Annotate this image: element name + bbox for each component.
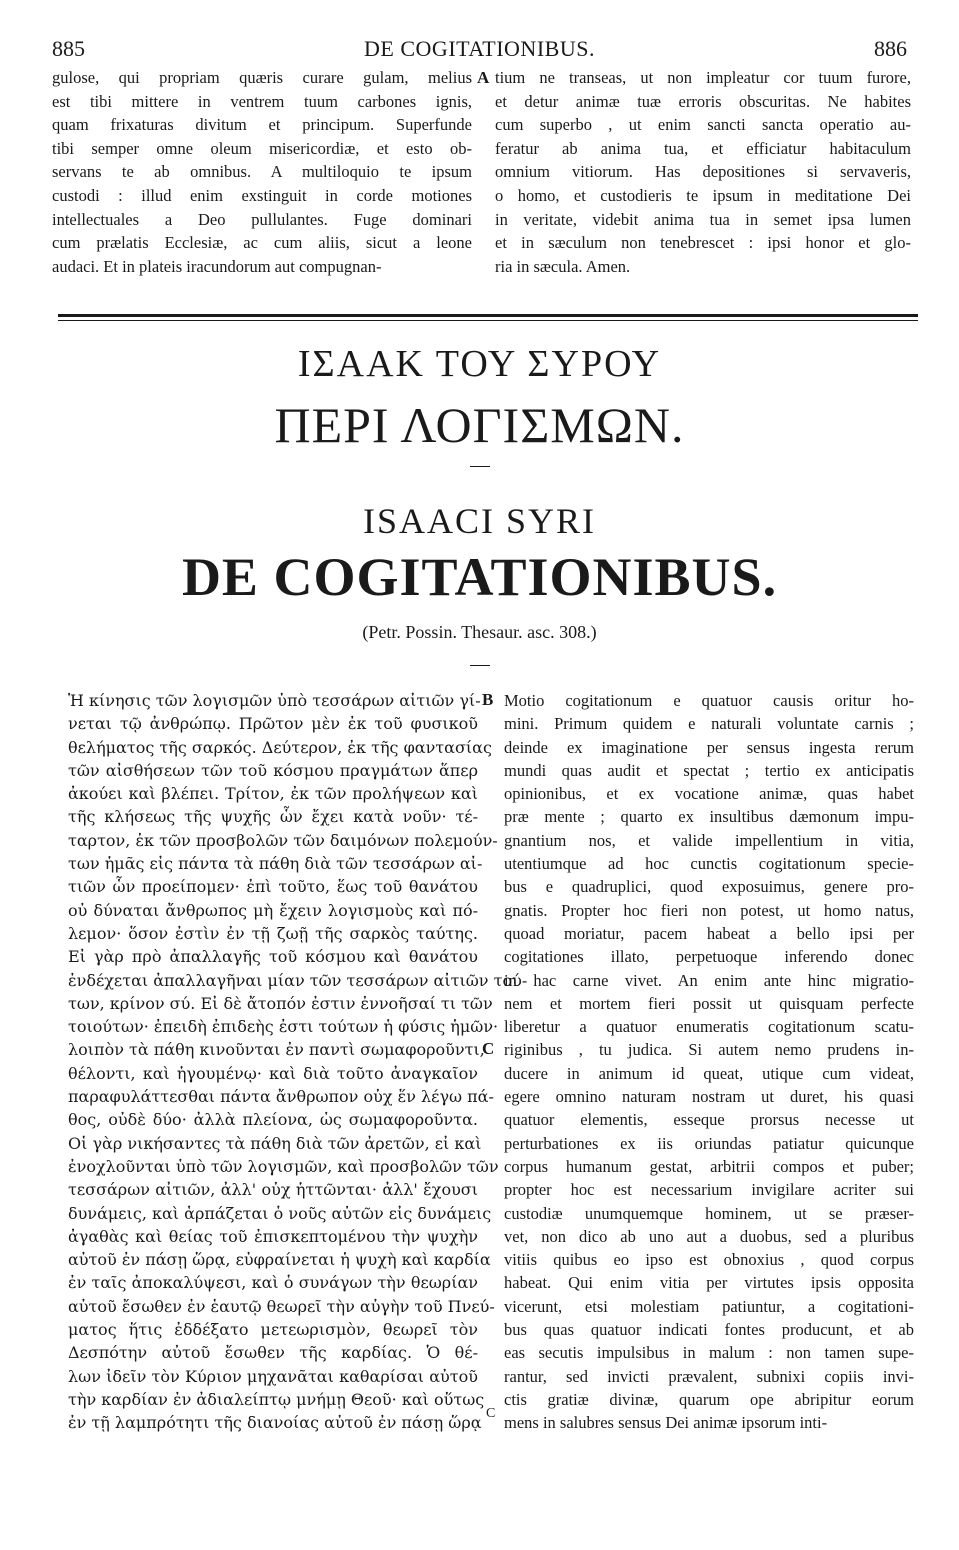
text-line: quam frixaturas divitum et principum. Superfunde <box>52 115 472 135</box>
greek-author-heading: ΙΣΑΑΚ ΤΟΥ ΣΥΡΟΥ <box>297 343 662 385</box>
text-line: rantur, sed invicti prævalent, subnixi copiis invi- <box>504 1366 914 1386</box>
text-line: omnium vitiorum. Has depositiones si servaveris, <box>495 162 911 182</box>
text-line: θέλοντι, καὶ ἡγουμένῳ· καὶ διὰ τοῦτο ἀναγκαῖον <box>68 1063 478 1083</box>
text-line: ἐνδέχεται ἀπαλλαγῆναι μίαν τῶν τεσσάρων αἰτιῶν τού- <box>68 970 528 990</box>
text-line: riginibus , tu judica. Si autem nemo prudens in- <box>504 1040 914 1060</box>
text-line: ταρτον, ἐκ τῶν προσβολῶν τῶν δαιμόνων πολεμούν- <box>68 830 498 850</box>
text-line: ducere in animum id queat, utique cum videat, <box>504 1063 914 1083</box>
text-line: παραφυλάττεσθαι πάντα ἄνθρωπον οὐχ ἕν λέγω πά- <box>68 1087 494 1107</box>
text-line: τιῶν ὧν προείπομεν· ἐπὶ τοῦτο, ἕως τοῦ θανάτου <box>68 877 478 897</box>
latin-author-heading: ISAACI SYRI <box>362 501 597 541</box>
text-line: λων ἰδεῖν τὸν Κύριον μηχανᾶται καθαρίσαι αὐτοῦ <box>68 1366 478 1386</box>
text-line: habeat. Qui enim vitia per virtutes ipsis opposita <box>504 1273 914 1293</box>
latin-title-heading: DE COGITATIONIBUS. <box>181 547 778 607</box>
page-number-right: 886 <box>874 36 907 61</box>
text-line: ἐνοχλοῦνται ὑπὸ τῶν λογισμῶν, καὶ προσβολῶν τῶν <box>68 1156 499 1176</box>
text-line: nem et mortem fieri possit ut quisquam perfecte <box>504 993 914 1013</box>
text-line: custodiæ unumquemque hominem, ut se præser- <box>504 1203 914 1223</box>
text-line: quoad moriatur, pacem habeat a bello ipsi per <box>504 923 914 943</box>
text-line: ria in sæcula. Amen. <box>495 256 631 276</box>
text-line: ἐν ταῖς ἀποκαλύψεσι, καὶ ὁ συνάγων τὴν θεωρίαν <box>68 1273 478 1293</box>
text-line: Δεσπότην αὐτοῦ ἔσωθεν τῆς καρδίας. Ὁ θέ- <box>68 1343 478 1363</box>
top-right-column <box>495 66 911 278</box>
text-line: αὐτοῦ ἐν πάσῃ ὥρᾳ, εὐφραίνεται ἡ ψυχὴ καὶ καρδία <box>68 1250 491 1270</box>
divider-dash <box>470 665 490 666</box>
text-line: θελήματος τῆς σαρκός. Δεύτερον, ἐκ τῆς φαντασίας <box>68 737 492 757</box>
text-line: vicerunt, etsi molestiam patiuntur, a cogitationi- <box>504 1296 914 1316</box>
text-line: Motio cogitationum e quatuor causis oritur ho- <box>504 691 914 710</box>
text-line: λοιπὸν τὰ πάθη κινοῦνται ἐν παντὶ σωμαφοροῦντι, <box>68 1040 485 1060</box>
text-line: tibi semper omne oleum misericordiæ, et esto ob- <box>52 138 472 158</box>
source-citation: (Petr. Possin. Thesaur. asc. 308.) <box>362 622 597 642</box>
running-title: DE COGITATIONIBUS. <box>364 36 595 61</box>
text-line: est tibi mittere in ventrem tuum carbones ignis, <box>52 91 472 111</box>
text-line: gulose, qui propriam quæris curare gulam, melius <box>52 68 472 87</box>
text-line: ἀγαθὰς καὶ θείας τοῦ ἐπισκεπτομένου τὴν ψυχὴν <box>68 1226 478 1246</box>
text-line: perturbationes ex iis oriundas patiatur quicunque <box>504 1133 914 1153</box>
text-line: præ mente ; quarto ex insultibus dæmonum impu- <box>504 807 914 827</box>
text-line: οὐ δύναται ἄνθρωπος μὴ ἔχειν λογισμοὺς καὶ πό- <box>68 900 478 920</box>
text-line: λεμον· ὅσον ἐστὶν ἐν τῇ ζωῇ τῆς σαρκὸς ταύτης. <box>68 923 478 943</box>
text-line: eas secutis impulsibus in malum : non tamen supe- <box>504 1343 914 1363</box>
text-line: τοιούτων· ἐπειδὴ ἐπιδεὴς ἐστι τούτων ἡ φύσις ἡμῶν· <box>68 1017 499 1037</box>
text-line: τῶν αἰσθήσεων τῶν τοῦ κόσμου πραγμάτων ἅπερ <box>68 760 478 780</box>
page-number-left: 885 <box>52 36 85 61</box>
text-line: quatuor elementis, esseque prorsus necesse ut <box>504 1110 914 1130</box>
text-line: liberetur a quatuor enumeratis cogitationum scatu- <box>504 1017 914 1037</box>
text-line: ἀκούει καὶ βλέπει. Τρίτον, ἐκ τῶν προλήψεων καὶ <box>68 784 478 804</box>
text-line: vet, non dico ab uno aut a duobus, sed a pluribus <box>504 1226 914 1246</box>
text-line: cogitationes illato, perpetuoque inferendo donec <box>504 947 914 967</box>
text-line: τῆς κλήσεως τῆς ψυχῆς ὧν ἔχει κατὰ νοῦν· τέ- <box>68 807 478 827</box>
text-line: bus e quadruplici, quod exposuimus, genere pro- <box>504 877 914 897</box>
text-line: servans te ab omnibus. A multiloquio te ipsum <box>52 162 472 182</box>
text-line: audaci. Et in plateis iracundorum aut compugnan- <box>52 256 382 276</box>
text-line: δυνάμεις, καὶ ἁρπάζεται ὁ νοῦς αὐτῶν εἰς δυνάμεις <box>68 1203 492 1223</box>
greek-text-column <box>68 689 528 1435</box>
text-line: in veritate, videbit anima tua in semet ipsa lumen <box>495 209 911 229</box>
text-line: in hac carne vivet. An enim ante hinc migratio- <box>504 970 914 990</box>
text-line: Οἱ γὰρ νικήσαντες τὰ πάθη διὰ τῶν ἀρετῶν, εἰ καὶ <box>68 1133 482 1153</box>
text-line: θος, οὐδὲ δύο· ἀλλὰ πλείονα, ὡς σωμαφοροῦντα. <box>68 1110 478 1130</box>
text-line: mini. Primum quidem e naturali voluntate carnis ; <box>504 714 914 734</box>
text-line: gnatis. Propter hoc fieri non potest, ut homo natus, <box>504 900 914 920</box>
text-line: gnantium nos, et valide impellentium in vitia, <box>504 830 914 850</box>
text-line: o homo, et custodieris te ipsum in meditatione Dei <box>495 185 911 205</box>
text-line: custodi : illud enim exstinguit in corde motiones <box>52 185 472 205</box>
text-line: cum superbo , ut enim sancti sancta operatio au- <box>495 115 911 135</box>
text-line: τὴν καρδίαν ἐν ἀδιαλείπτῳ μνήμῃ Θεοῦ· καὶ οὕτως <box>68 1389 485 1409</box>
text-line: propter hoc est necessarium invigilare acriter sui <box>504 1180 914 1200</box>
text-line: egere omnino naturam nostram ut duret, his quasi <box>504 1087 914 1107</box>
greek-title-heading: ΠΕΡΙ ΛΟΓΙΣΜΩΝ. <box>274 397 685 453</box>
section-rule-thin <box>58 320 918 321</box>
text-line: αὐτοῦ ἔσωθεν ἐν ἑαυτῷ θεωρεῖ τὴν αὐγὴν τοῦ Πνεύ- <box>68 1296 495 1316</box>
text-line: vitiis quibus eo ipso est obnoxius , quod corpus <box>504 1250 914 1270</box>
text-line: Ἡ κίνησις τῶν λογισμῶν ὑπὸ τεσσάρων αἰτιῶν γί- <box>68 691 481 710</box>
running-header <box>52 36 907 64</box>
text-line: bus quas quatuor indicati fontes producunt, et ab <box>504 1320 914 1340</box>
text-line: opinionibus, et ex vocatione animæ, quas habet <box>504 784 914 804</box>
text-line: των, κρίνον σύ. Εἰ δὲ ἄτοπόν ἐστιν ἐννοῆσαί τι τῶν <box>68 993 493 1013</box>
text-line: mundi quas audit et spectat ; tertio ex anticipatis <box>504 760 914 780</box>
text-line: cum prælatis Ecclesiæ, ac cum aliis, sicut a leone <box>52 233 472 253</box>
text-line: corpus humanum gestat, arbitrii compos et puber; <box>504 1156 914 1176</box>
section-marker-a: A <box>477 68 490 87</box>
section-marker-c-small: C <box>486 1406 496 1421</box>
text-line: ἐν τῇ λαμπρότητι τῆς διανοίας αὐτοῦ ἐν πάσῃ ὥρᾳ <box>68 1413 482 1433</box>
text-line: feratur ab anima tua, et efficiatur habitaculum <box>495 138 911 158</box>
top-left-column <box>52 66 472 278</box>
text-line: mens in salubres sensus Dei animæ ipsorum inti- <box>504 1413 828 1433</box>
text-line: utentiumque ad hoc cunctis cogitationum specie- <box>504 854 914 874</box>
section-rule <box>58 314 918 317</box>
text-line: των ἡμᾶς εἰς πάντα τὰ πάθη διὰ τῶν τεσσάρων αἰ- <box>68 854 483 874</box>
latin-text-column <box>504 689 914 1435</box>
section-marker-c: C <box>482 1039 495 1058</box>
text-line: ctis gratiæ divinæ, quarum ope abripitur eorum <box>504 1389 914 1409</box>
text-line: Εἰ γὰρ πρὸ ἀπαλλαγῆς τοῦ κόσμου καὶ θανάτου <box>68 947 478 967</box>
section-marker-b: B <box>482 690 494 709</box>
text-line: et detur animæ tuæ erroris obscuritas. Ne habites <box>495 91 911 111</box>
text-line: ματος ἥτις ἐδδέξατο μετεωρισμὸν, θεωρεῖ τὸν <box>68 1320 478 1340</box>
text-line: τεσσάρων αἰτιῶν, ἀλλ' οὐχ ἡττῶνται· ἀλλ' ἔχουσι <box>68 1180 478 1200</box>
text-line: et in sæculum non tenebrescet : ipsi honor et glo- <box>495 233 911 253</box>
text-line: intellectuales a Deo pullulantes. Fuge dominari <box>52 209 472 229</box>
text-line: tium ne transeas, ut non impleatur cor tuum furore, <box>495 68 911 87</box>
text-line: νεται τῷ ἀνθρώπῳ. Πρῶτον μὲν ἐκ τοῦ φυσικοῦ <box>68 714 478 734</box>
divider-dash <box>470 466 490 467</box>
text-line: deinde ex imaginatione per sensus ingesta rerum <box>504 737 914 757</box>
